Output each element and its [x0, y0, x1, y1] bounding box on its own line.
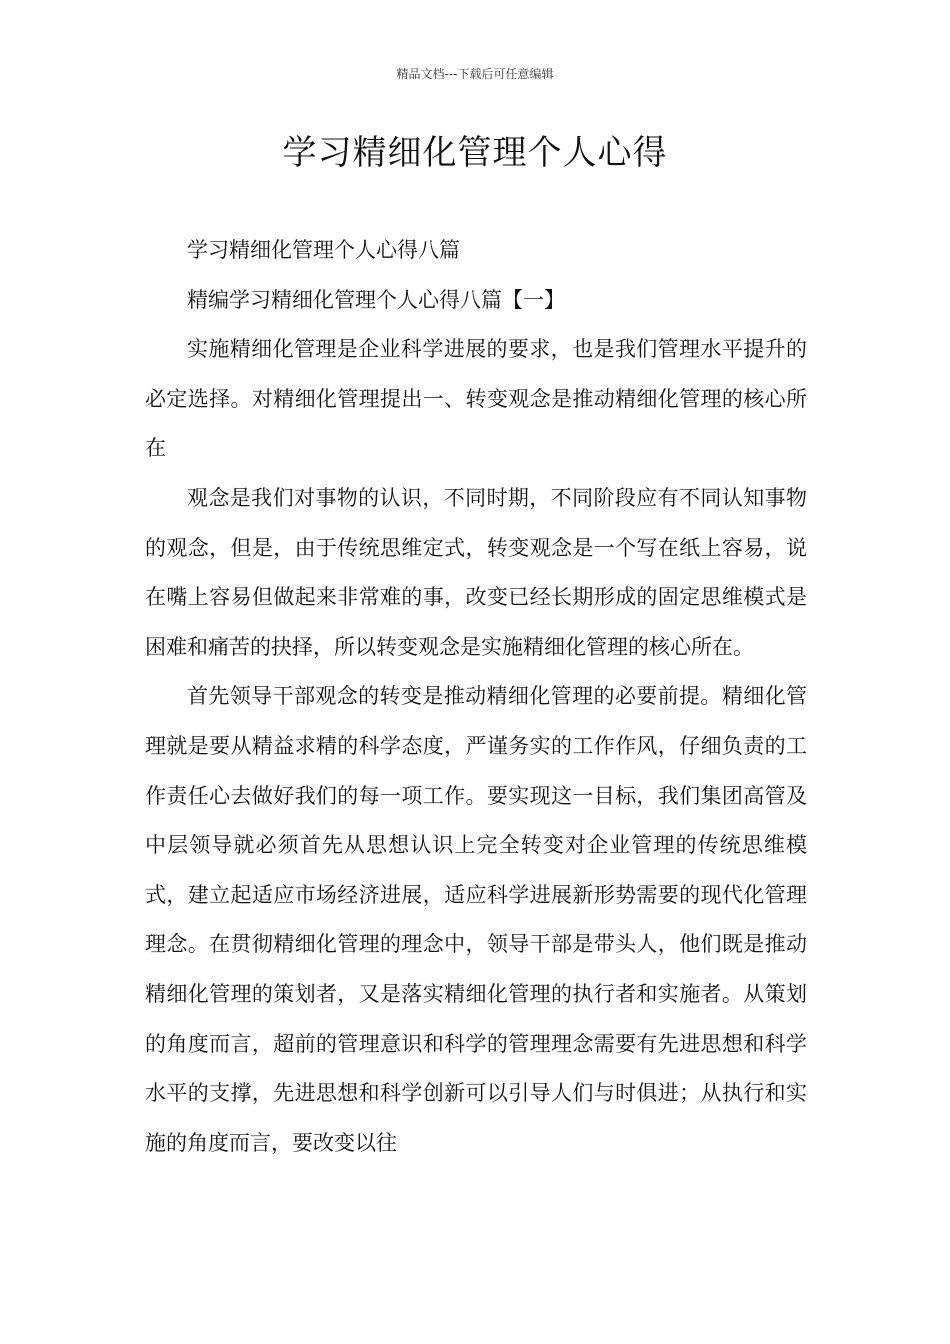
paragraph: 实施精细化管理是企业科学进展的要求，也是我们管理水平提升的必定选择。对精细化管理提出一、转变观念是推动精细化管理的核心所在	[145, 337, 807, 461]
document-title: 学习精细化管理个人心得	[282, 133, 668, 173]
header-note: 精品文档---下载后可任意编辑	[396, 67, 554, 81]
document-body	[145, 226, 807, 1168]
paragraph-subtitle: 学习精细化管理个人心得八篇	[187, 238, 460, 262]
paragraph: 观念是我们对事物的认识，不同时期，不同阶段应有不同认知事物的观念，但是，由于传统思维定式，转变观念是一个写在纸上容易，说在嘴上容易但做起来非常难的事，改变已经长期形成的固定思维模式是困难和痛苦的抉择，所以转变观念是实施精细化管理的核心所在。	[145, 485, 807, 659]
paragraph-section-heading: 精编学习精细化管理个人心得八篇【一】	[187, 287, 565, 312]
paragraph: 首先领导干部观念的转变是推动精细化管理的必要前提。精细化管理就是要从精益求精的科学态度，严谨务实的工作作风，仔细负责的工作责任心去做好我们的每一项工作。要实现这一目标，我们集团高管及中层领导就必须首先从思想认识上完全转变对企业管理的传统思维模式，建立起适应市场经济进展，适应科学进展新形势需要的现代化管理理念。在贯彻精细化管理的理念中，领导干部是带头人，他们既是推动精细化管理的策划者，又是落实精细化管理的执行者和实施者。从策划的角度而言，超前的管理意识和科学的管理理念需要有先进思想和科学水平的支撑，先进思想和科学创新可以引导人们与时俱进；从执行和实施的角度而言，要改变以往	[145, 684, 807, 1155]
